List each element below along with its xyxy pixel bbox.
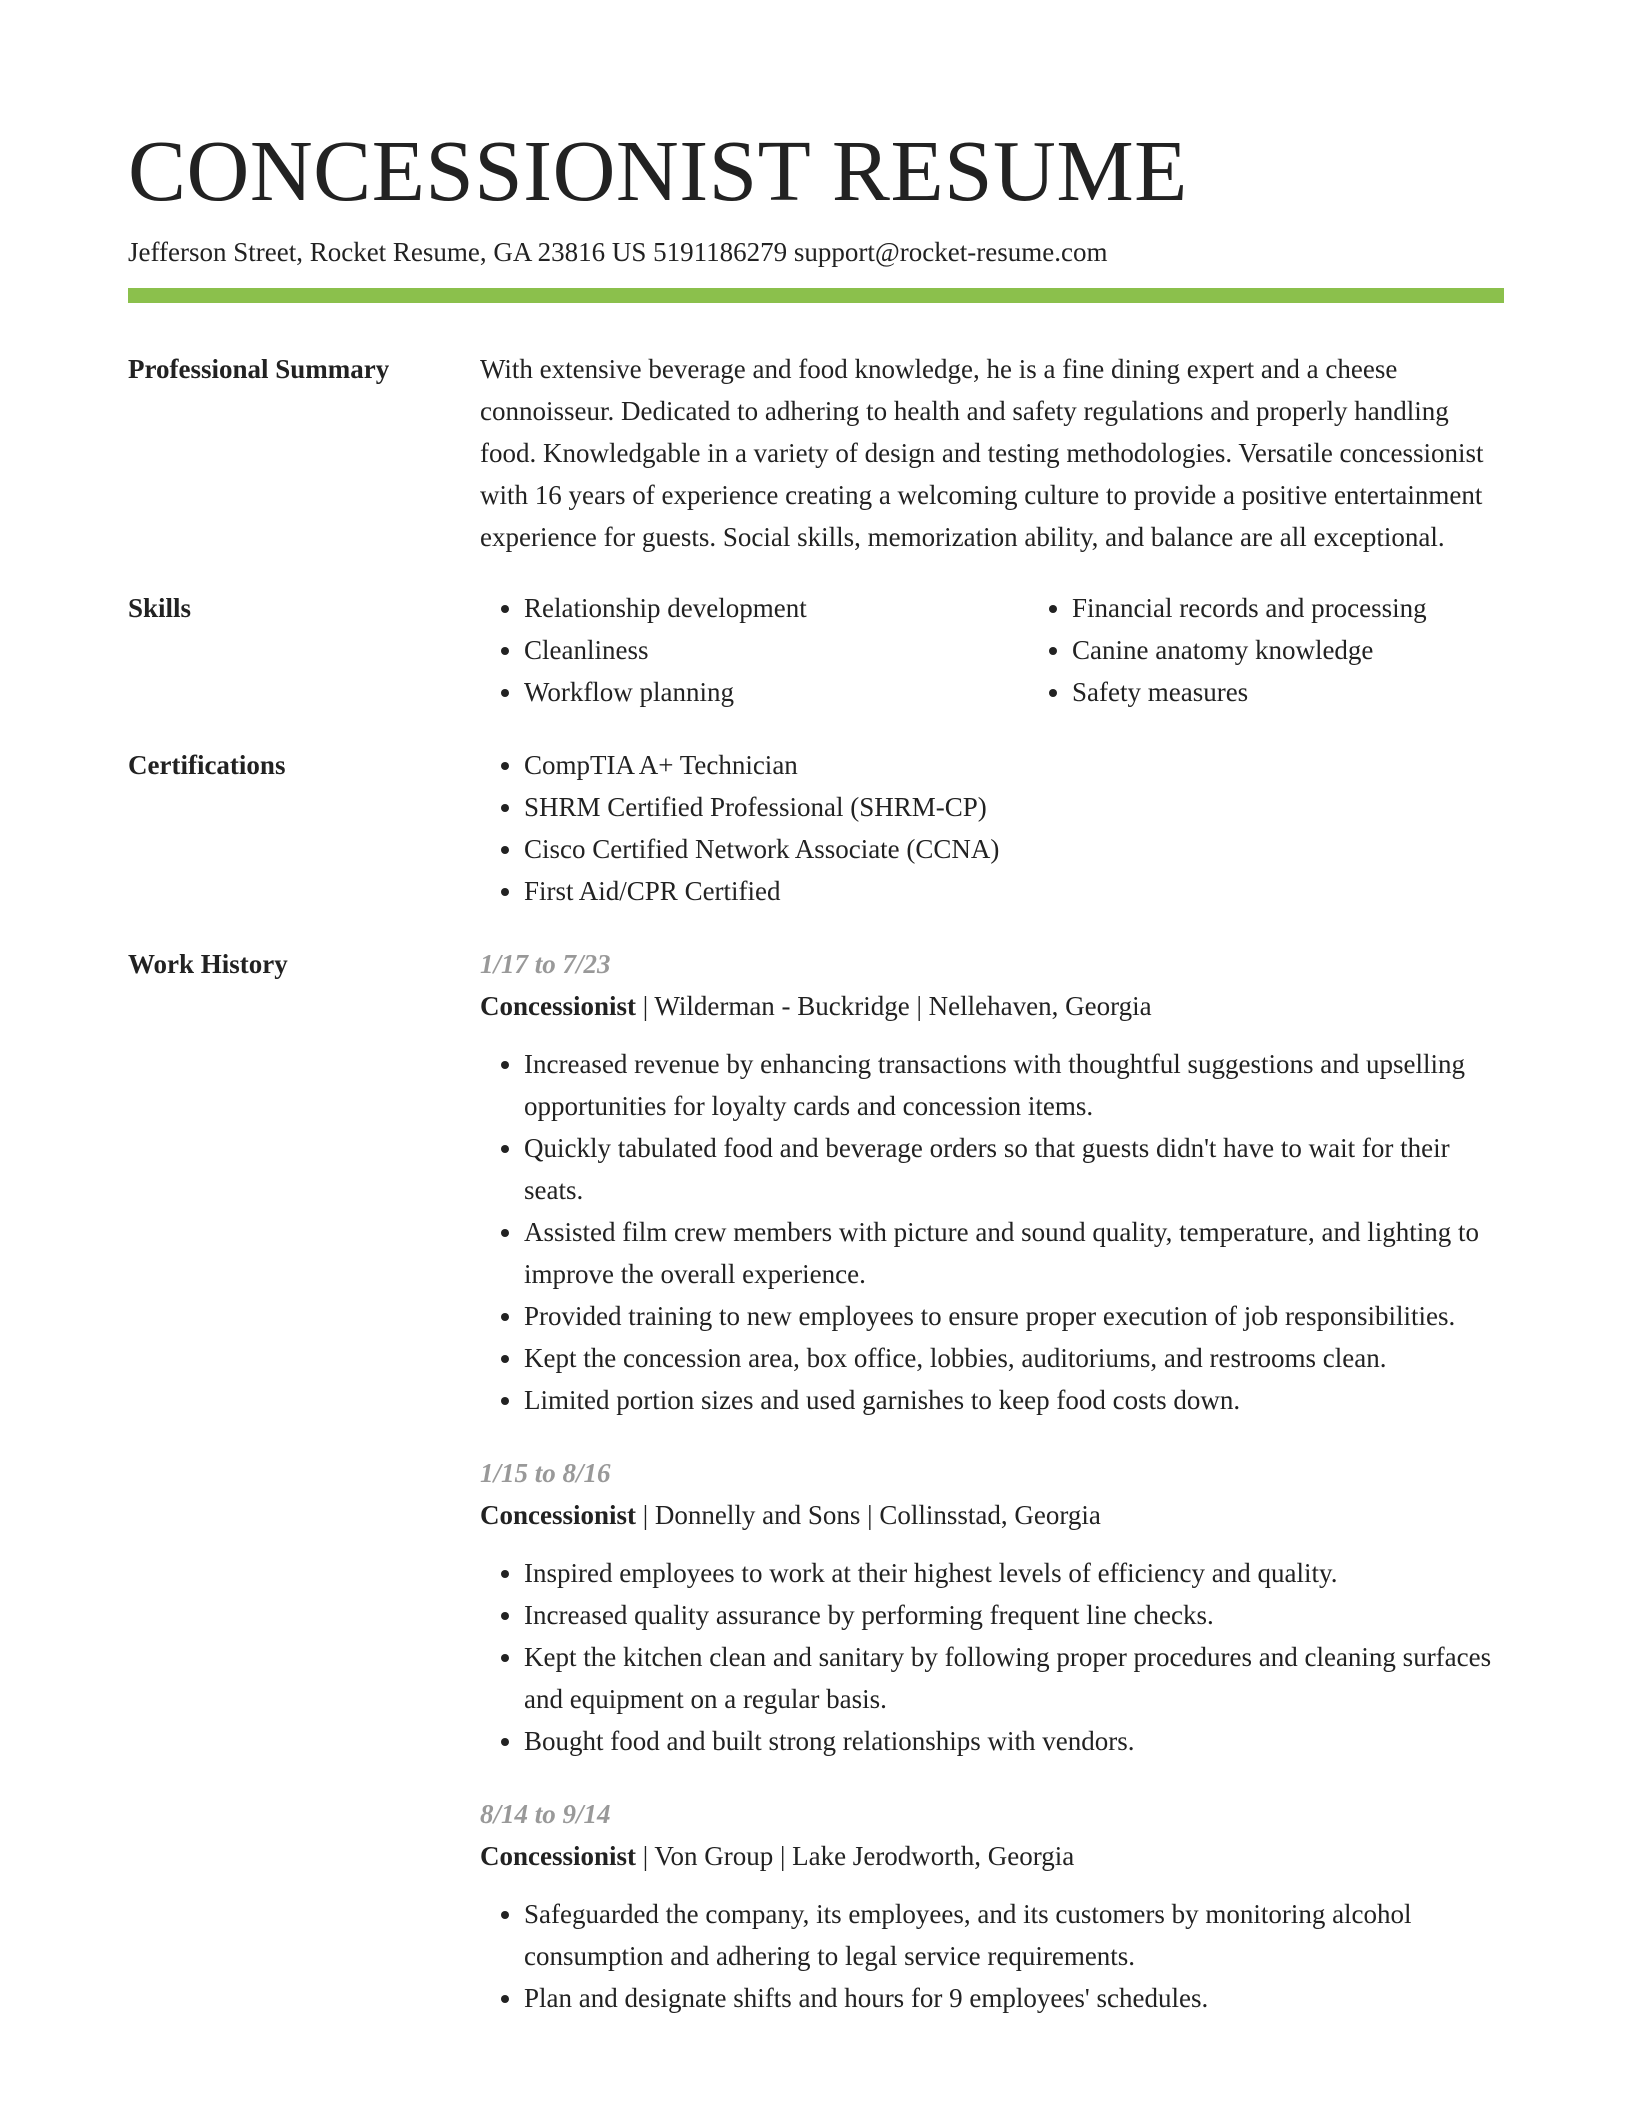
job-details: | Donnelly and Sons | Collinsstad, Georgia: [636, 1500, 1101, 1530]
list-item: • Kept the kitchen clean and sanitary by following proper procedures and cleaning surfaces and equipment on a regular basis.: [524, 1636, 1504, 1720]
work-history-label: Work History: [128, 949, 288, 979]
skills-section: [128, 587, 1504, 713]
list-item: • Provided training to new employees to ensure proper execution of job responsibilities.: [524, 1295, 1504, 1337]
list-item: • Cisco Certified Network Associate (CCNA): [524, 828, 1504, 870]
job-title: Concessionist: [480, 1841, 637, 1871]
job-dates: 1/17 to 7/23: [480, 949, 611, 979]
list-item: • Kept the concession area, box office, lobbies, auditoriums, and restrooms clean.: [524, 1337, 1504, 1379]
list-item: • SHRM Certified Professional (SHRM-CP): [524, 786, 1504, 828]
list-item: • Workflow planning: [524, 671, 1028, 713]
job-dates: 8/14 to 9/14: [480, 1799, 611, 1829]
summary-text: With extensive beverage and food knowledge, he is a fine dining expert and a cheese connoisseur. Dedicated to adhering to health and safety regulations and properly handling food. Knowledgable in a variety of design and testing methodologies. Versatile concessionist with 16 years of experience creating a welcoming culture to provide a positive entertainment experience for guests. Social skills, memorization ability, and balance are all exceptional.: [480, 354, 1484, 552]
summary-section: [128, 348, 1504, 558]
job-heading: [480, 985, 1504, 1027]
header-divider: [128, 288, 1504, 303]
work-history-section: [128, 943, 1504, 2019]
job-bullets: [480, 1893, 1504, 2019]
list-item: • Safeguarded the company, its employees, and its customers by monitoring alcohol consumption and adhering to legal service requirements.: [524, 1893, 1504, 1977]
list-item: • Limited portion sizes and used garnishes to keep food costs down.: [524, 1379, 1504, 1421]
certifications-label: Certifications: [128, 750, 286, 780]
list-item: • Cleanliness: [524, 629, 1028, 671]
job-title: Concessionist: [480, 1500, 637, 1530]
list-item: • Bought food and built strong relationships with vendors.: [524, 1720, 1504, 1762]
contact-line: Jefferson Street, Rocket Resume, GA 23816 US 5191186279 support@rocket-resume.com: [128, 237, 1108, 267]
job-entry: [480, 943, 1504, 1421]
job-heading: [480, 1494, 1504, 1536]
list-item: • Inspired employees to work at their highest levels of efficiency and quality.: [524, 1552, 1504, 1594]
list-item: • Financial records and processing: [1072, 587, 1576, 629]
list-item: • Increased quality assurance by performing frequent line checks.: [524, 1594, 1504, 1636]
job-heading: [480, 1835, 1504, 1877]
list-item: • Quickly tabulated food and beverage orders so that guests didn't have to wait for their seats.: [524, 1127, 1504, 1211]
list-item: • Relationship development: [524, 587, 1028, 629]
list-item: • Safety measures: [1072, 671, 1576, 713]
job-bullets: [480, 1043, 1504, 1421]
skills-list-left: [480, 587, 1028, 713]
summary-label: Professional Summary: [128, 354, 390, 384]
certifications-list: [480, 744, 1504, 912]
resume-page: [128, 0, 1504, 2019]
job-dates: 1/15 to 8/16: [480, 1458, 611, 1488]
certifications-section: [128, 744, 1504, 912]
job-details: | Von Group | Lake Jerodworth, Georgia: [636, 1841, 1075, 1871]
skills-list-right: [1028, 587, 1576, 713]
job-bullets: [480, 1552, 1504, 1762]
job-entry: [480, 1452, 1504, 1762]
list-item: • Plan and designate shifts and hours for 9 employees' schedules.: [524, 1977, 1504, 2019]
list-item: • Assisted film crew members with picture and sound quality, temperature, and lighting to improve the overall experience.: [524, 1211, 1504, 1295]
list-item: • CompTIA A+ Technician: [524, 744, 1504, 786]
skills-label: Skills: [128, 593, 192, 623]
resume-title: CONCESSIONIST RESUME: [128, 122, 1188, 219]
job-title: Concessionist: [480, 991, 637, 1021]
job-entry: [480, 1793, 1504, 2019]
list-item: • Canine anatomy knowledge: [1072, 629, 1576, 671]
list-item: • First Aid/CPR Certified: [524, 870, 1504, 912]
job-details: | Wilderman - Buckridge | Nellehaven, Georgia: [636, 991, 1152, 1021]
list-item: • Increased revenue by enhancing transactions with thoughtful suggestions and upselling opportunities for loyalty cards and concession items.: [524, 1043, 1504, 1127]
